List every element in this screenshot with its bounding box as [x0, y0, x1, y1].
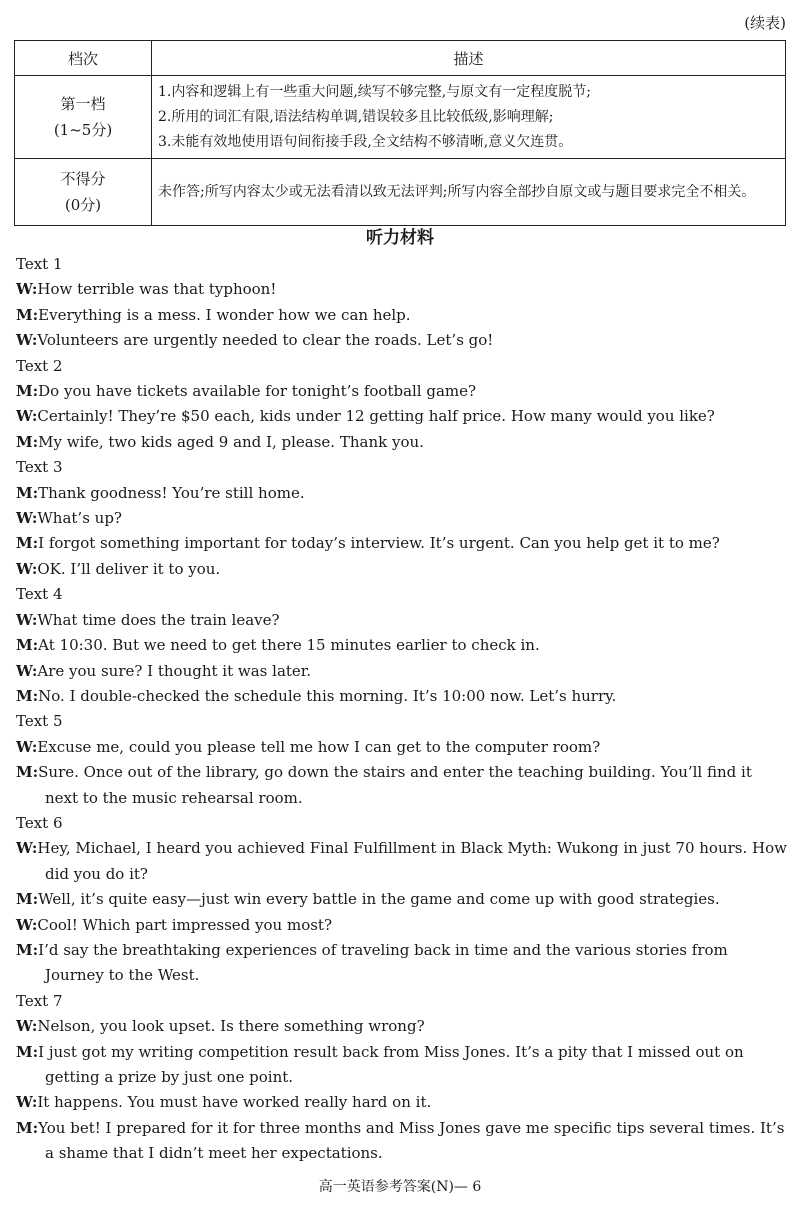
dialogue-text: Well, it’s quite easy—just win every battle in the game and come up with good strategies.: [38, 890, 720, 909]
speaker-label: W:: [16, 915, 38, 934]
dialogue-line: [16, 1116, 788, 1167]
dialogue-text: It happens. You must have worked really hard on it.: [37, 1093, 432, 1112]
dialogue-line: [16, 303, 788, 328]
table-header-row: [15, 41, 786, 76]
dialogue-line: [16, 913, 788, 938]
dialogue-line: [16, 481, 788, 506]
speaker-label: W:: [16, 1017, 38, 1036]
dialogue-line: [16, 404, 788, 429]
text-label: Text 7: [16, 991, 63, 1010]
dialogue-text: Excuse me, could you please tell me how I can get to the computer room?: [37, 737, 601, 756]
dialogue-text: I just got my writing competition result back from Miss Jones. It’s a pity that I missed out on getting a prize by just one point.: [38, 1042, 744, 1086]
description-line: 1.内容和逻辑上有一些重大问题,续写不够完整,与原文有一定程度脱节;: [158, 83, 591, 100]
dialogue-text: At 10:30. But we need to get there 15 minutes earlier to check in.: [38, 636, 540, 655]
speaker-label: W:: [16, 280, 38, 299]
dialogue-text: What time does the train leave?: [37, 610, 280, 629]
speaker-label: W:: [16, 1093, 38, 1112]
text-label: Text 4: [16, 585, 63, 604]
dialogue-line: [16, 735, 788, 760]
speaker-label: W:: [16, 331, 38, 350]
dialogue-line: [16, 430, 788, 455]
dialogue-text: Are you sure? I thought it was later.: [37, 661, 312, 680]
dialogue-line: [16, 760, 788, 811]
dialogue-line: [16, 938, 788, 989]
dialogue-line: [16, 531, 788, 556]
level-cell: [15, 159, 152, 226]
dialogue-line: [16, 277, 788, 302]
text-label: Text 1: [16, 255, 63, 273]
dialogue-text: Sure. Once out of the library, go down the stairs and enter the teaching building. You’ll find it next to the music rehearsal room.: [38, 763, 752, 807]
dialogue-line: [16, 608, 788, 633]
dialogue-text: I forgot something important for today’s interview. It’s urgent. Can you help get it to me?: [38, 534, 720, 553]
level-name: 不得分: [60, 170, 106, 188]
header-level: 档次: [15, 41, 152, 76]
dialogue-line: [16, 379, 788, 404]
speaker-label: W:: [16, 839, 38, 858]
dialogue-text: Do you have tickets available for tonight’s football game?: [38, 382, 477, 401]
dialogue-line: [16, 1090, 788, 1115]
speaker-label: M:: [16, 686, 39, 705]
speaker-label: W:: [16, 407, 38, 426]
table-row: [15, 159, 786, 226]
speaker-label: W:: [16, 509, 38, 528]
dialogue-line: [16, 557, 788, 582]
speaker-label: M:: [16, 432, 39, 451]
dialogue-line: [16, 684, 788, 709]
dialogue-line: [16, 506, 788, 531]
speaker-label: M:: [16, 890, 39, 909]
text-label: Text 6: [16, 813, 63, 832]
section-title: 听力材料: [366, 228, 434, 248]
dialogue-text: Hey, Michael, I heard you achieved Final Fulfillment in Black Myth: Wukong in just 70 hours. How did you do it?: [37, 839, 787, 883]
dialogue-text: Volunteers are urgently needed to clear the roads. Let’s go!: [37, 331, 494, 350]
speaker-label: M:: [16, 763, 39, 782]
dialogue-text: No. I double-checked the schedule this morning. It’s 10:00 now. Let’s hurry.: [38, 686, 617, 705]
dialogue-text: I’d say the breathtaking experiences of traveling back in time and the various stories from Journey to the West.: [38, 940, 728, 985]
description-line: 2.所用的词汇有限,语法结构单调,错误较多且比较低级,影响理解;: [158, 108, 554, 125]
text-label: Text 3: [16, 458, 63, 477]
grading-table: [14, 40, 786, 226]
description-line: 未作答;所写内容太少或无法看清以致无法评判;所写内容全部抄自原文或与题目要求完全不相关。: [158, 183, 756, 200]
listening-transcript: [16, 252, 788, 1167]
speaker-label: M:: [16, 940, 39, 959]
speaker-label: M:: [16, 534, 39, 553]
speaker-label: M:: [16, 382, 39, 401]
speaker-label: M:: [16, 305, 39, 324]
speaker-label: M:: [16, 1118, 39, 1137]
speaker-label: W:: [16, 559, 38, 578]
dialogue-text: What’s up?: [37, 509, 122, 528]
dialogue-line: [16, 1040, 788, 1091]
description-line: 3.未能有效地使用语句间衔接手段,全文结构不够清晰,意义欠连贯。: [158, 133, 573, 150]
continued-table-label: (续表): [744, 14, 786, 32]
level-score: (0分): [64, 196, 102, 214]
speaker-label: M:: [16, 483, 39, 502]
dialogue-line: [16, 836, 788, 887]
level-cell: [15, 76, 152, 159]
dialogue-text: My wife, two kids aged 9 and I, please. Thank you.: [38, 432, 424, 451]
dialogue-text: Nelson, you look upset. Is there something wrong?: [37, 1017, 425, 1036]
text-label: Text 2: [16, 356, 63, 375]
dialogue-line: [16, 1014, 788, 1039]
dialogue-line: [16, 659, 788, 684]
speaker-label: M:: [16, 1042, 39, 1061]
dialogue-line: [16, 887, 788, 912]
page-footer: 高一英语参考答案(N)— 6: [318, 1179, 482, 1195]
description-cell: [152, 76, 786, 159]
level-score: (1~5分): [53, 121, 113, 139]
speaker-label: W:: [16, 610, 38, 629]
header-description: 描述: [152, 41, 786, 76]
dialogue-text: You bet! I prepared for it for three months and Miss Jones gave me specific tips several times. It’s a shame that I didn’t meet her expectations.: [38, 1118, 785, 1163]
text-label: Text 5: [16, 712, 63, 731]
dialogue-text: How terrible was that typhoon!: [37, 280, 277, 299]
dialogue-text: Thank goodness! You’re still home.: [38, 483, 305, 502]
speaker-label: W:: [16, 737, 38, 756]
dialogue-text: Everything is a mess. I wonder how we can help.: [38, 305, 411, 324]
dialogue-text: OK. I’ll deliver it to you.: [37, 559, 221, 578]
description-cell: [152, 159, 786, 226]
speaker-label: M:: [16, 636, 39, 655]
dialogue-line: [16, 633, 788, 658]
dialogue-line: [16, 328, 788, 353]
dialogue-text: Cool! Which part impressed you most?: [37, 915, 332, 934]
table-row: [15, 76, 786, 159]
speaker-label: W:: [16, 661, 38, 680]
dialogue-text: Certainly! They’re $50 each, kids under 12 getting half price. How many would you like?: [37, 407, 715, 426]
level-name: 第一档: [60, 95, 106, 113]
